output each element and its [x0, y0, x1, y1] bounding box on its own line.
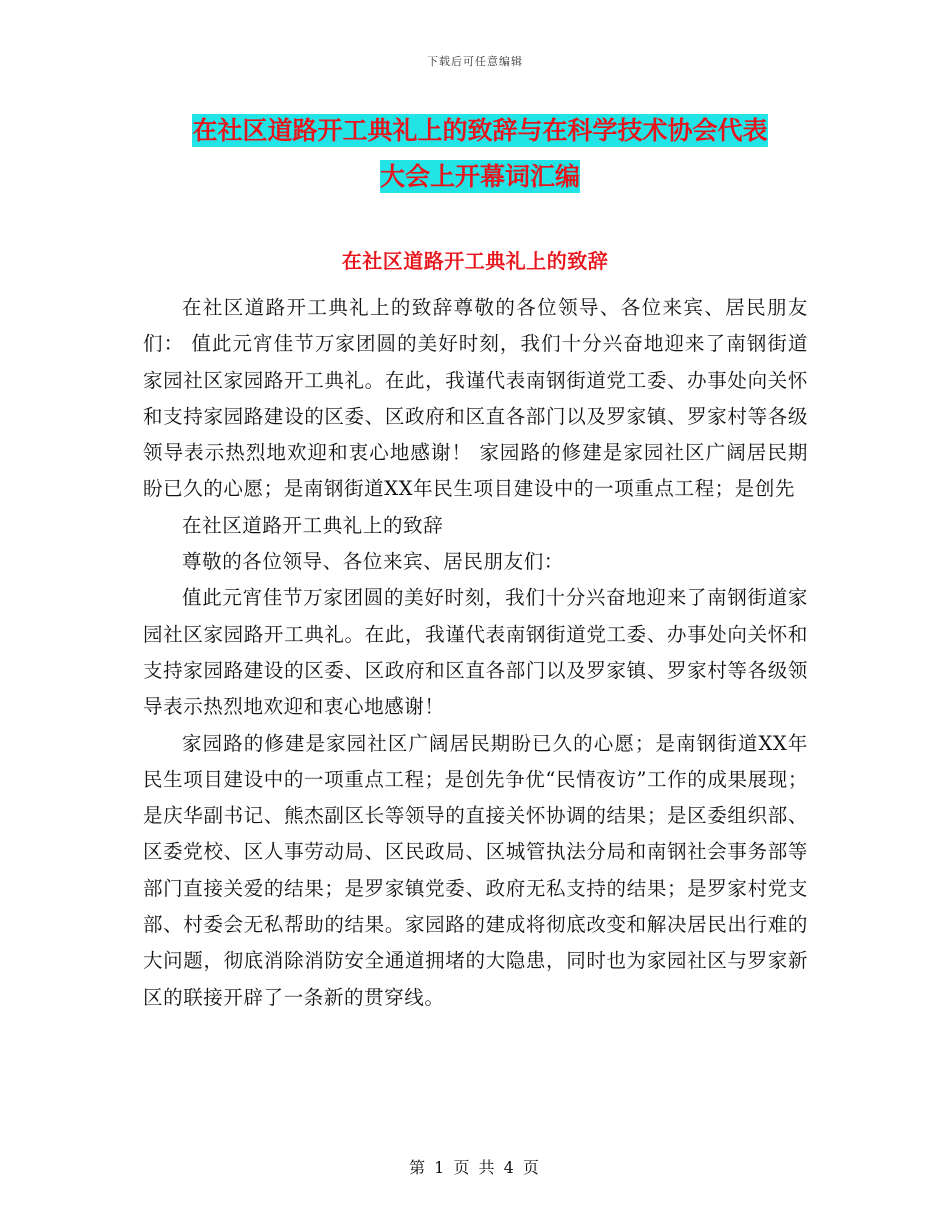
section-title: 在社区道路开工典礼上的致辞 — [341, 249, 609, 273]
header-note: 下载后可任意编辑 — [427, 55, 523, 68]
paragraph: 在社区道路开工典礼上的致辞尊敬的各位领导、各位来宾、居民朋友们： 值此元宵佳节万家团圆的美好时刻，我们十分兴奋地迎来了南钢街道家园社区家园路开工典礼。在此，我谨代表南钢街道党工委、办事处向关怀和支持家园路建设的区委、区政府和区直各部门以及罗家镇、罗家村等各级领导表示热烈地欢迎和衷心地感谢！ 家园路的修建是家园社区广阔居民期盼已久的心愿；是南钢街道XX年民生项目建设中的一项重点工程；是创先 — [143, 296, 808, 501]
paragraph: 家园路的修建是家园社区广阔居民期盼已久的心愿；是南钢街道XX年民生项目建设中的一项重点工程；是创先争优“民情夜访”工作的成果展现；是庆华副书记、熊杰副区长等领导的直接关怀协调的结果；是区委组织部、区委党校、区人事劳动局、区民政局、区城管执法分局和南钢社会事务部等部门直接关爱的结果；是罗家镇党委、政府无私支持的结果；是罗家村党支部、村委会无私帮助的结果。家园路的建成将彻底改变和解决居民出行难的大问题，彻底消除消防安全通道拥堵的大隐患，同时也为家园社区与罗家新区的联接开辟了一条新的贯穿线。 — [143, 731, 808, 1009]
document-title-line1: 在社区道路开工典礼上的致辞与在科学技术协会代表 — [192, 116, 768, 145]
document-title-line2: 大会上开幕词汇编 — [379, 162, 580, 191]
document-title — [140, 108, 820, 200]
page-number-footer: 第 1 页 共 4 页 — [409, 1158, 541, 1177]
paragraph: 在社区道路开工典礼上的致辞 — [182, 513, 444, 537]
document-body — [143, 290, 808, 1016]
paragraph: 值此元宵佳节万家团圆的美好时刻，我们十分兴奋地迎来了南钢街道家园社区家园路开工典礼。在此，我谨代表南钢街道党工委、办事处向关怀和支持家园路建设的区委、区政府和区直各部门以及罗家镇、罗家村等各级领导表示热烈地欢迎和衷心地感谢！ — [143, 586, 808, 719]
paragraph: 尊敬的各位领导、各位来宾、居民朋友们： — [182, 550, 564, 574]
